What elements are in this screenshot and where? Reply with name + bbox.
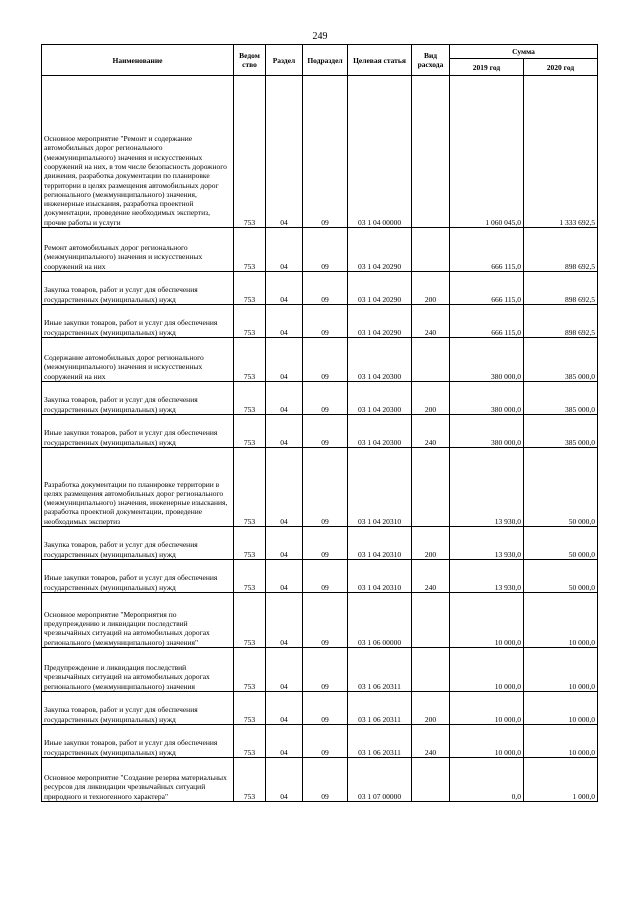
header-vedomstvo: Ведом ство bbox=[234, 45, 266, 76]
row-vedomstvo: 753 bbox=[234, 272, 266, 305]
row-sum-2019: 666 115,0 bbox=[450, 228, 524, 272]
row-vid-raskhoda: 240 bbox=[412, 305, 450, 338]
row-sum-2019: 1 060 045,0 bbox=[450, 76, 524, 228]
row-sum-2019: 13 930,0 bbox=[450, 560, 524, 593]
row-sum-2020: 385 000,0 bbox=[524, 415, 598, 448]
header-celevaya-statya: Целевая статья bbox=[348, 45, 412, 76]
row-celevaya-statya: 03 1 04 20290 bbox=[348, 228, 412, 272]
table-row bbox=[42, 725, 598, 758]
row-celevaya-statya: 03 1 06 20311 bbox=[348, 692, 412, 725]
row-name: Основное мероприятие "Ремонт и содержание автомобильных дорог регионального (межмуниципального) значения и искусственных сооружений на них, в том числе безопасность дорожного движения, разработка документации по планировке территории в целях размещения автомобильных дорог регионального (межмуниципального) значения, инженерные изыскания, разработка проектной документации, проведение необходимых экспертиз, прочие работы и услуги bbox=[42, 76, 234, 228]
row-podrazdel: 09 bbox=[303, 758, 348, 802]
row-celevaya-statya: 03 1 04 20310 bbox=[348, 448, 412, 527]
row-razdel: 04 bbox=[266, 648, 303, 692]
row-razdel: 04 bbox=[266, 338, 303, 382]
row-sum-2019: 666 115,0 bbox=[450, 272, 524, 305]
table-row bbox=[42, 758, 598, 802]
header-summa: Сумма bbox=[450, 45, 598, 59]
row-celevaya-statya: 03 1 04 20310 bbox=[348, 527, 412, 560]
table-row bbox=[42, 527, 598, 560]
row-razdel: 04 bbox=[266, 382, 303, 415]
row-celevaya-statya: 03 1 04 00000 bbox=[348, 76, 412, 228]
row-sum-2020: 1 333 692,5 bbox=[524, 76, 598, 228]
row-vedomstvo: 753 bbox=[234, 527, 266, 560]
row-celevaya-statya: 03 1 04 20290 bbox=[348, 305, 412, 338]
row-razdel: 04 bbox=[266, 448, 303, 527]
row-razdel: 04 bbox=[266, 692, 303, 725]
row-celevaya-statya: 03 1 04 20290 bbox=[348, 272, 412, 305]
header-name: Наименование bbox=[42, 45, 234, 76]
row-vid-raskhoda: 200 bbox=[412, 382, 450, 415]
row-sum-2019: 10 000,0 bbox=[450, 648, 524, 692]
row-razdel: 04 bbox=[266, 272, 303, 305]
row-razdel: 04 bbox=[266, 560, 303, 593]
row-vedomstvo: 753 bbox=[234, 648, 266, 692]
table-row bbox=[42, 228, 598, 272]
row-sum-2019: 666 115,0 bbox=[450, 305, 524, 338]
row-podrazdel: 09 bbox=[303, 305, 348, 338]
row-podrazdel: 09 bbox=[303, 415, 348, 448]
row-vedomstvo: 753 bbox=[234, 76, 266, 228]
row-celevaya-statya: 03 1 07 00000 bbox=[348, 758, 412, 802]
table-row bbox=[42, 648, 598, 692]
row-name: Закупка товаров, работ и услуг для обеспечения государственных (муниципальных) нужд bbox=[42, 272, 234, 305]
row-vedomstvo: 753 bbox=[234, 228, 266, 272]
row-razdel: 04 bbox=[266, 725, 303, 758]
table-row bbox=[42, 448, 598, 527]
row-sum-2020: 1 000,0 bbox=[524, 758, 598, 802]
row-vid-raskhoda: 200 bbox=[412, 692, 450, 725]
row-sum-2020: 50 000,0 bbox=[524, 448, 598, 527]
header-podrazdel: Подраздел bbox=[303, 45, 348, 76]
row-vedomstvo: 753 bbox=[234, 382, 266, 415]
row-sum-2020: 10 000,0 bbox=[524, 593, 598, 648]
row-sum-2020: 50 000,0 bbox=[524, 560, 598, 593]
header-year-2020: 2020 год bbox=[524, 59, 598, 76]
row-name: Закупка товаров, работ и услуг для обеспечения государственных (муниципальных) нужд bbox=[42, 382, 234, 415]
row-sum-2020: 10 000,0 bbox=[524, 725, 598, 758]
budget-table bbox=[41, 44, 598, 802]
row-name: Закупка товаров, работ и услуг для обеспечения государственных (муниципальных) нужд bbox=[42, 692, 234, 725]
row-sum-2019: 0,0 bbox=[450, 758, 524, 802]
row-celevaya-statya: 03 1 04 20300 bbox=[348, 415, 412, 448]
row-name: Иные закупки товаров, работ и услуг для обеспечения государственных (муниципальных) нужд bbox=[42, 725, 234, 758]
row-name: Разработка документации по планировке территории в целях размещения автомобильных дорог регионального (межмуниципального) значения, инженерные изыскания, разработка проектной документации, проведение необходимых экспертиз bbox=[42, 448, 234, 527]
row-sum-2020: 898 692,5 bbox=[524, 305, 598, 338]
row-podrazdel: 09 bbox=[303, 692, 348, 725]
row-sum-2019: 10 000,0 bbox=[450, 593, 524, 648]
row-name: Закупка товаров, работ и услуг для обеспечения государственных (муниципальных) нужд bbox=[42, 527, 234, 560]
row-sum-2019: 13 930,0 bbox=[450, 448, 524, 527]
table-row bbox=[42, 692, 598, 725]
row-vedomstvo: 753 bbox=[234, 560, 266, 593]
table-row bbox=[42, 382, 598, 415]
table-row bbox=[42, 338, 598, 382]
row-podrazdel: 09 bbox=[303, 338, 348, 382]
row-podrazdel: 09 bbox=[303, 560, 348, 593]
row-sum-2020: 10 000,0 bbox=[524, 648, 598, 692]
row-vedomstvo: 753 bbox=[234, 448, 266, 527]
table-row bbox=[42, 272, 598, 305]
row-vedomstvo: 753 bbox=[234, 692, 266, 725]
row-celevaya-statya: 03 1 06 20311 bbox=[348, 725, 412, 758]
row-sum-2019: 10 000,0 bbox=[450, 725, 524, 758]
row-name: Основное мероприятие "Мероприятия по предупреждению и ликвидации последствий чрезвычайных ситуаций на автомобильных дорогах регионального (межмуниципального) значения" bbox=[42, 593, 234, 648]
row-vid-raskhoda bbox=[412, 593, 450, 648]
row-celevaya-statya: 03 1 04 20300 bbox=[348, 382, 412, 415]
row-podrazdel: 09 bbox=[303, 272, 348, 305]
row-vedomstvo: 753 bbox=[234, 305, 266, 338]
row-vid-raskhoda bbox=[412, 338, 450, 382]
table-row bbox=[42, 415, 598, 448]
row-celevaya-statya: 03 1 04 20300 bbox=[348, 338, 412, 382]
header-razdel: Раздел bbox=[266, 45, 303, 76]
row-sum-2020: 10 000,0 bbox=[524, 692, 598, 725]
table-row bbox=[42, 560, 598, 593]
row-sum-2019: 13 930,0 bbox=[450, 527, 524, 560]
row-vedomstvo: 753 bbox=[234, 415, 266, 448]
row-sum-2020: 898 692,5 bbox=[524, 272, 598, 305]
row-sum-2020: 385 000,0 bbox=[524, 338, 598, 382]
row-vedomstvo: 753 bbox=[234, 338, 266, 382]
row-razdel: 04 bbox=[266, 593, 303, 648]
row-name: Основное мероприятие "Создание резерва материальных ресурсов для ликвидации чрезвычайных ситуаций природного и техногенного характера" bbox=[42, 758, 234, 802]
row-vid-raskhoda bbox=[412, 228, 450, 272]
table-row bbox=[42, 593, 598, 648]
row-sum-2019: 10 000,0 bbox=[450, 692, 524, 725]
row-vedomstvo: 753 bbox=[234, 593, 266, 648]
row-razdel: 04 bbox=[266, 527, 303, 560]
row-podrazdel: 09 bbox=[303, 527, 348, 560]
row-vid-raskhoda: 240 bbox=[412, 725, 450, 758]
row-sum-2019: 380 000,0 bbox=[450, 382, 524, 415]
table-row bbox=[42, 76, 598, 228]
row-name: Предупреждение и ликвидация последствий чрезвычайных ситуаций на автомобильных дорогах регионального (межмуниципального) значения bbox=[42, 648, 234, 692]
row-podrazdel: 09 bbox=[303, 76, 348, 228]
row-vedomstvo: 753 bbox=[234, 725, 266, 758]
row-razdel: 04 bbox=[266, 415, 303, 448]
row-razdel: 04 bbox=[266, 305, 303, 338]
table-header bbox=[42, 45, 598, 76]
table-body bbox=[42, 76, 598, 802]
row-podrazdel: 09 bbox=[303, 228, 348, 272]
row-name: Содержание автомобильных дорог регионального (межмуниципального) значения и искусственных сооружений на них bbox=[42, 338, 234, 382]
row-podrazdel: 09 bbox=[303, 448, 348, 527]
row-razdel: 04 bbox=[266, 758, 303, 802]
row-sum-2020: 50 000,0 bbox=[524, 527, 598, 560]
row-vid-raskhoda: 200 bbox=[412, 272, 450, 305]
row-vid-raskhoda: 240 bbox=[412, 560, 450, 593]
table-row bbox=[42, 305, 598, 338]
row-name: Иные закупки товаров, работ и услуг для обеспечения государственных (муниципальных) нужд bbox=[42, 305, 234, 338]
row-podrazdel: 09 bbox=[303, 382, 348, 415]
row-celevaya-statya: 03 1 04 20310 bbox=[348, 560, 412, 593]
row-name: Иные закупки товаров, работ и услуг для обеспечения государственных (муниципальных) нужд bbox=[42, 560, 234, 593]
header-year-2019: 2019 год bbox=[450, 59, 524, 76]
row-sum-2020: 898 692,5 bbox=[524, 228, 598, 272]
row-name: Ремонт автомобильных дорог регионального (межмуниципального) значения и искусственных сооружений на них bbox=[42, 228, 234, 272]
row-razdel: 04 bbox=[266, 228, 303, 272]
row-vid-raskhoda: 200 bbox=[412, 527, 450, 560]
row-vedomstvo: 753 bbox=[234, 758, 266, 802]
row-name: Иные закупки товаров, работ и услуг для обеспечения государственных (муниципальных) нужд bbox=[42, 415, 234, 448]
row-sum-2019: 380 000,0 bbox=[450, 338, 524, 382]
row-vid-raskhoda bbox=[412, 758, 450, 802]
row-sum-2019: 380 000,0 bbox=[450, 415, 524, 448]
row-podrazdel: 09 bbox=[303, 593, 348, 648]
row-vid-raskhoda bbox=[412, 648, 450, 692]
row-podrazdel: 09 bbox=[303, 648, 348, 692]
row-vid-raskhoda bbox=[412, 448, 450, 527]
row-sum-2020: 385 000,0 bbox=[524, 382, 598, 415]
row-razdel: 04 bbox=[266, 76, 303, 228]
row-vid-raskhoda: 240 bbox=[412, 415, 450, 448]
page-number: 249 bbox=[312, 31, 328, 42]
row-celevaya-statya: 03 1 06 00000 bbox=[348, 593, 412, 648]
header-vid-raskhoda: Вид расхода bbox=[412, 45, 450, 76]
row-podrazdel: 09 bbox=[303, 725, 348, 758]
row-vid-raskhoda bbox=[412, 76, 450, 228]
row-celevaya-statya: 03 1 06 20311 bbox=[348, 648, 412, 692]
